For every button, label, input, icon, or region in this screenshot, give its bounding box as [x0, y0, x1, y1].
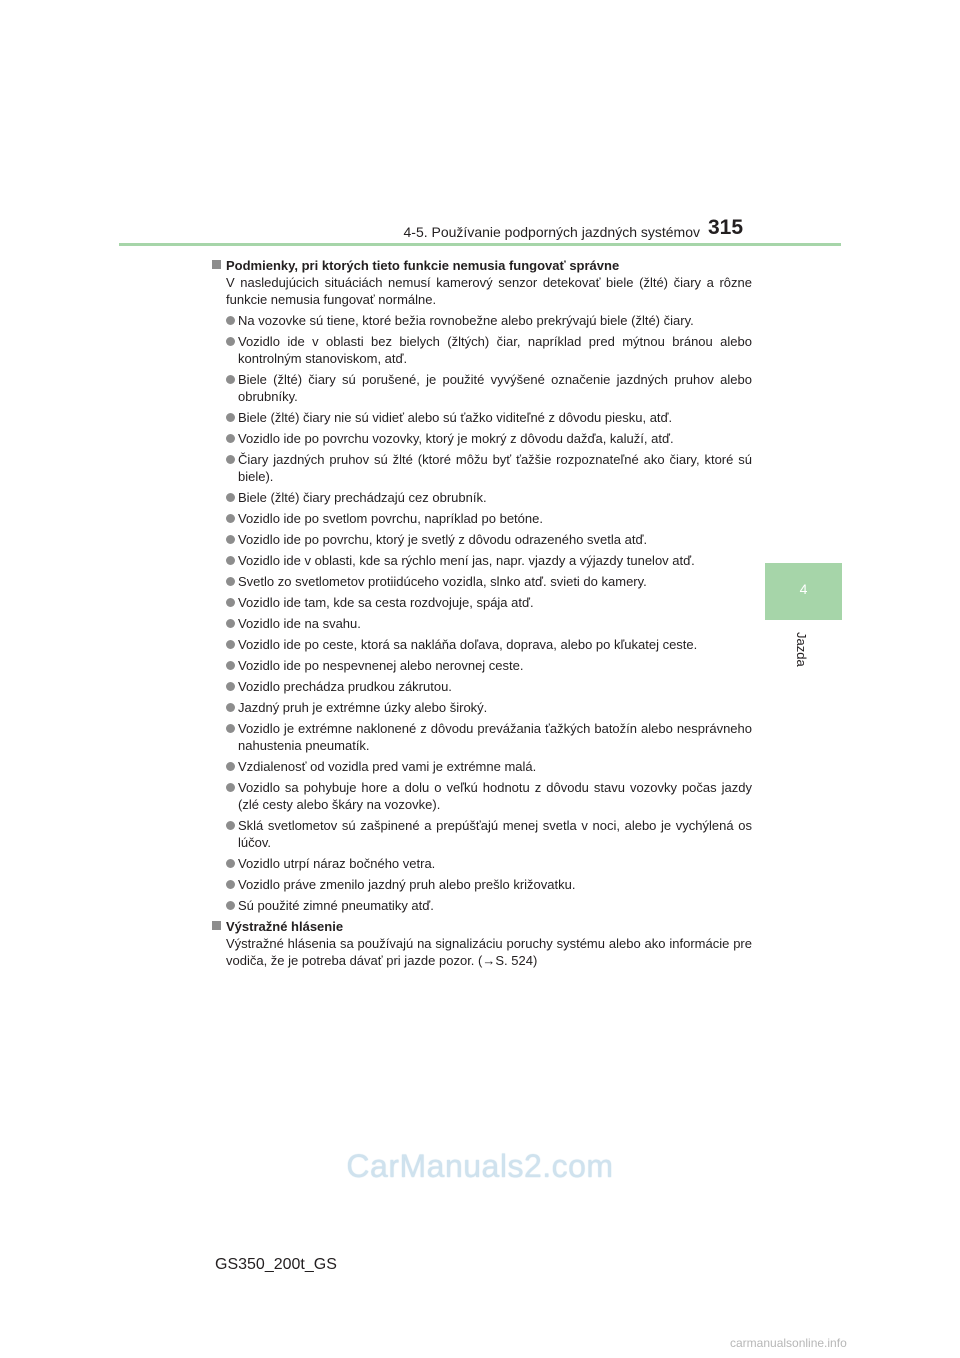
section-heading — [212, 918, 752, 935]
list-item: Vozidlo prechádza prudkou zákrutou. — [212, 678, 752, 695]
bullet-icon — [226, 703, 235, 712]
list-item: Sú použité zimné pneumatiky atď. — [212, 897, 752, 914]
bullet-icon — [226, 514, 235, 523]
bullet-icon — [226, 434, 235, 443]
bullet-icon — [226, 783, 235, 792]
bullet-icon — [226, 762, 235, 771]
chapter-number: 4 — [799, 581, 808, 597]
bullet-icon — [226, 316, 235, 325]
footer-model: GS350_200t_GS — [215, 1256, 337, 1273]
list-item: Vozidlo ide po ceste, ktorá sa nakláňa doľava, doprava, alebo po kľukatej ceste. — [212, 636, 752, 653]
list-item: Vozidlo ide v oblasti bez bielych (žltých) čiar, napríklad pred mýtnou bránou alebo kontrolným stanoviskom, atď. — [212, 333, 752, 367]
list-item: Biele (žlté) čiary sú porušené, je použité vyvýšené označenie jazdných pruhov alebo obrubníky. — [212, 371, 752, 405]
list-item: Sklá svetlometov sú zašpinené a prepúšťajú menej svetla v noci, alebo je vychýlená os lúčov. — [212, 817, 752, 851]
bullet-icon — [226, 619, 235, 628]
list-item: Vozidlo ide po povrchu, ktorý je svetlý z dôvodu odrazeného svetla atď. — [212, 531, 752, 548]
chapter-tab — [765, 563, 842, 620]
bullet-list — [212, 312, 752, 914]
header-title: 4-5. Používanie podporných jazdných systémov — [403, 224, 700, 240]
watermark: CarManuals2.com — [346, 1148, 614, 1184]
square-bullet-icon — [212, 260, 221, 269]
bullet-icon — [226, 724, 235, 733]
bullet-icon — [226, 821, 235, 830]
bullet-icon — [226, 375, 235, 384]
list-item: Vzdialenosť od vozidla pred vami je extrémne malá. — [212, 758, 752, 775]
bullet-icon — [226, 598, 235, 607]
list-item: Vozidlo ide po svetlom povrchu, napríklad po betóne. — [212, 510, 752, 527]
list-item: Svetlo zo svetlometov protiidúceho vozidla, slnko atď. svieti do kamery. — [212, 573, 752, 590]
header-rule — [119, 243, 841, 246]
list-item: Vozidlo je extrémne naklonené z dôvodu prevážania ťažkých batožín alebo nesprávneho nahustenia pneumatík. — [212, 720, 752, 754]
list-item: Vozidlo ide tam, kde sa cesta rozdvojuje, spája atď. — [212, 594, 752, 611]
list-item: Vozidlo ide v oblasti, kde sa rýchlo mení jas, napr. vjazdy a výjazdy tunelov atď. — [212, 552, 752, 569]
section-intro: V nasledujúcich situáciách nemusí kamerový senzor detekovať biele (žlté) čiary a rôzne funkcie nemusia fungovať normálne. — [226, 275, 752, 307]
bullet-icon — [226, 640, 235, 649]
page-number: 315 — [708, 216, 744, 239]
section-heading-text: Výstražné hlásenie — [226, 919, 344, 934]
list-item: Vozidlo ide po povrchu vozovky, ktorý je mokrý z dôvodu dažďa, kaluží, atď. — [212, 430, 752, 447]
list-item: Vozidlo utrpí náraz bočného vetra. — [212, 855, 752, 872]
bullet-icon — [226, 880, 235, 889]
bullet-icon — [226, 682, 235, 691]
list-item: Biele (žlté) čiary nie sú vidieť alebo sú ťažko viditeľné z dôvodu piesku, atď. — [212, 409, 752, 426]
list-item: Biele (žlté) čiary prechádzajú cez obrubník. — [212, 489, 752, 506]
section-heading-text: Podmienky, pri ktorých tieto funkcie nemusia fungovať správne — [226, 258, 620, 273]
chapter-label: Jazda — [794, 632, 809, 667]
content — [212, 255, 752, 973]
bullet-icon — [226, 493, 235, 502]
bullet-icon — [226, 413, 235, 422]
bullet-icon — [226, 577, 235, 586]
bullet-icon — [226, 455, 235, 464]
bullet-icon — [226, 337, 235, 346]
list-item: Vozidlo ide po nespevnenej alebo nerovnej ceste. — [212, 657, 752, 674]
section-heading — [212, 257, 752, 274]
bullet-icon — [226, 535, 235, 544]
bullet-icon — [226, 661, 235, 670]
bullet-icon — [226, 556, 235, 565]
list-item: Vozidlo ide na svahu. — [212, 615, 752, 632]
square-bullet-icon — [212, 921, 221, 930]
list-item: Na vozovke sú tiene, ktoré bežia rovnobežne alebo prekrývajú biele (žlté) čiary. — [212, 312, 752, 329]
section-intro: Výstražné hlásenia sa používajú na signalizáciu poruchy systému alebo ako informácie pre vodiča, že je potreba dávať pri jazde pozor. (→S. 524) — [226, 936, 752, 968]
bullet-icon — [226, 859, 235, 868]
bullet-icon — [226, 901, 235, 910]
list-item: Jazdný pruh je extrémne úzky alebo široký. — [212, 699, 752, 716]
list-item: Vozidlo práve zmenilo jazdný pruh alebo prešlo križovatku. — [212, 876, 752, 893]
footer-site: carmanualsonline.info — [730, 1336, 847, 1350]
list-item: Čiary jazdných pruhov sú žlté (ktoré môžu byť ťažšie rozpoznateľné ako čiary, ktoré sú biele). — [212, 451, 752, 485]
list-item: Vozidlo sa pohybuje hore a dolu o veľkú hodnotu z dôvodu stavu vozovky počas jazdy (zlé cesty alebo škáry na vozovke). — [212, 779, 752, 813]
